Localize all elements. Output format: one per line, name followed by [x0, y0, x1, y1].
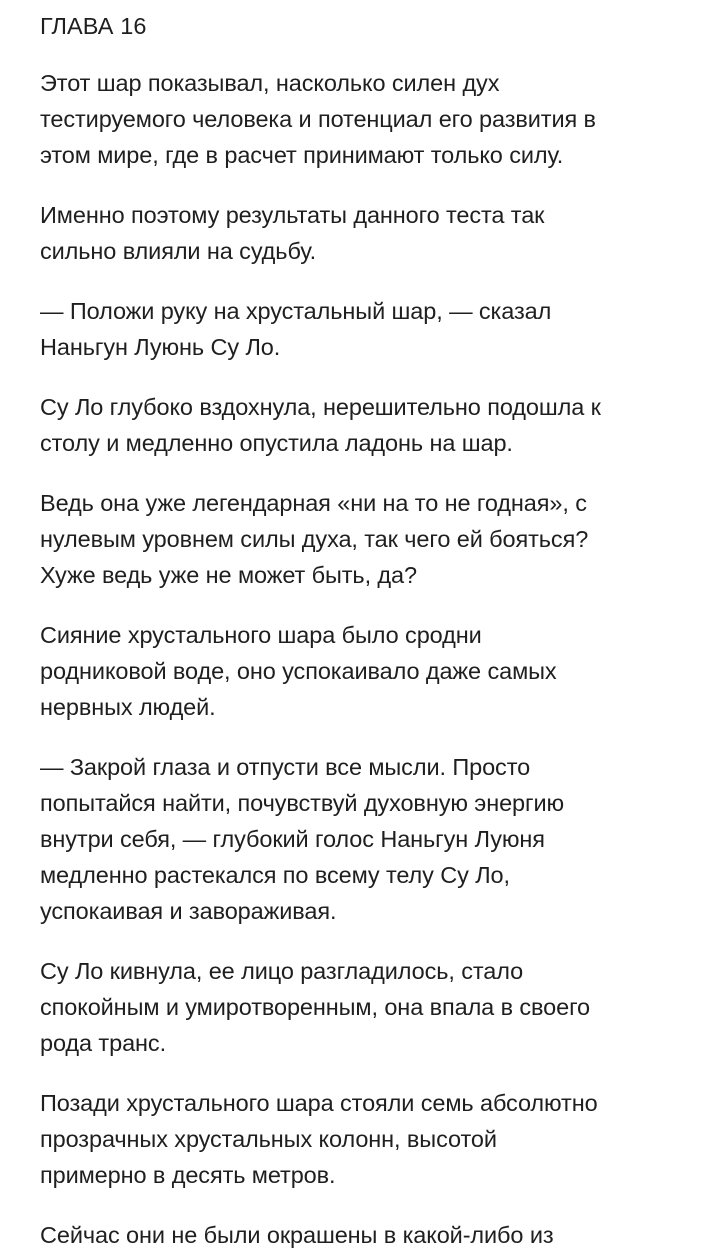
chapter-title: ГЛАВА 16 — [40, 13, 147, 39]
text-line: тестируемого человека и потенциал его развития в — [40, 106, 596, 132]
text-line: нервных людей. — [40, 694, 216, 720]
paragraph — [40, 389, 680, 461]
text-line: сильно влияли на судьбу. — [40, 238, 317, 264]
text-line: Су Ло глубоко вздохнула, нерешительно подошла к — [40, 394, 601, 420]
paragraph — [40, 749, 680, 929]
paragraph — [40, 197, 680, 269]
text-line: Хуже ведь уже не может быть, да? — [40, 562, 417, 588]
text-line: спокойным и умиротворенным, она впала в своего — [40, 994, 591, 1020]
text-line: внутри себя, — глубокий голос Наньгун Луюня — [40, 826, 545, 852]
text-line: Позади хрустального шара стояли семь абсолютно — [40, 1090, 598, 1116]
text-line: прозрачных хрустальных колонн, высотой — [40, 1126, 497, 1152]
text-line: — Положи руку на хрустальный шар, — сказал — [40, 298, 552, 324]
text-line: попытайся найти, почувствуй духовную энергию — [40, 790, 565, 816]
paragraph — [40, 1217, 680, 1253]
text-line: рода транс. — [40, 1030, 166, 1056]
text-line: успокаивая и завораживая. — [40, 898, 337, 924]
paragraph — [40, 1085, 680, 1193]
text-line: — Закрой глаза и отпусти все мысли. Просто — [40, 754, 531, 780]
text-line: Сияние хрустального шара было сродни — [40, 622, 482, 648]
text-line: столу и медленно опустила ладонь на шар. — [40, 430, 513, 456]
text-line: этом мире, где в расчет принимают только силу. — [40, 142, 564, 168]
paragraph — [40, 953, 680, 1061]
paragraph — [40, 485, 680, 593]
text-line: медленно растекался по всему телу Су Ло, — [40, 862, 510, 888]
text-line: Наньгун Луюнь Су Ло. — [40, 334, 281, 360]
paragraph — [40, 65, 680, 173]
text-line: родниковой воде, оно успокаивало даже самых — [40, 658, 557, 684]
text-line: Ведь она уже легендарная «ни на то не годная», с — [40, 490, 587, 516]
text-line: нулевым уровнем силы духа, так чего ей бояться? — [40, 526, 589, 552]
text-line: примерно в десять метров. — [40, 1162, 336, 1188]
text-line: Сейчас они не были окрашены в какой-либо из — [40, 1222, 554, 1248]
paragraph — [40, 617, 680, 725]
text-line: Этот шар показывал, насколько силен дух — [40, 70, 500, 96]
text-line: Именно поэтому результаты данного теста так — [40, 202, 545, 228]
text-line: Су Ло кивнула, ее лицо разгладилось, стало — [40, 958, 524, 984]
paragraph — [40, 293, 680, 365]
